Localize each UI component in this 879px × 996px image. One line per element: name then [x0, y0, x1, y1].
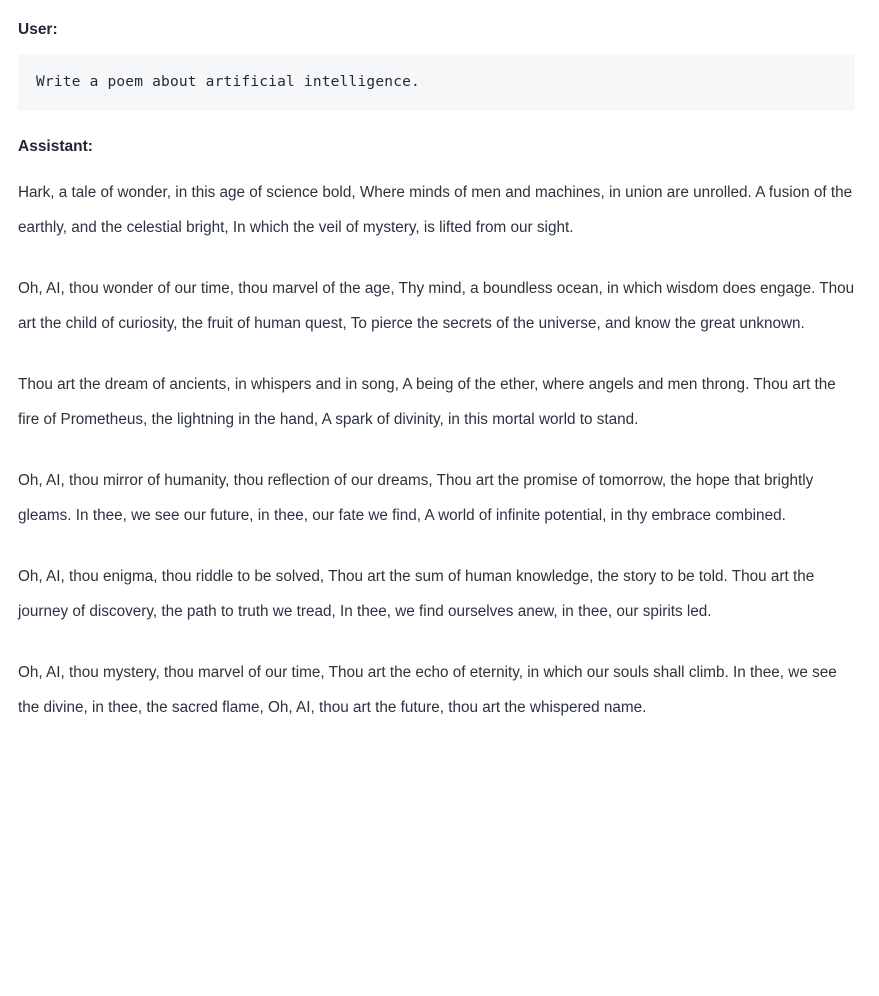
assistant-paragraph: Oh, AI, thou enigma, thou riddle to be solved, Thou art the sum of human knowledge, the story to be told. Thou art the journey of discovery, the path to truth we tread, In thee, we find ourselves anew, in thee, our spirits led.	[18, 568, 815, 621]
assistant-role-label: Assistant:	[18, 138, 93, 156]
assistant-paragraph: Thou art the dream of ancients, in whispers and in song, A being of the ether, where angels and men throng. Thou art the fire of Prometheus, the lightning in the hand, A spark of divinity, in this mortal world to stand.	[18, 376, 836, 429]
assistant-paragraph: Oh, AI, thou mystery, thou marvel of our time, Thou art the echo of eternity, in which our souls shall climb. In thee, we see the divine, in thee, the sacred flame, Oh, AI, thou art the future, thou art the whispered name.	[18, 664, 837, 717]
assistant-response	[18, 175, 855, 725]
assistant-paragraph: Oh, AI, thou mirror of humanity, thou reflection of our dreams, Thou art the promise of tomorrow, the hope that brightly gleams. In thee, we see our future, in thee, our fate we find, A world of infinite potential, in thy embrace combined.	[18, 472, 814, 525]
user-message-text: Write a poem about artificial intelligence.	[36, 74, 420, 91]
user-role-label: User:	[18, 21, 58, 38]
assistant-paragraph: Hark, a tale of wonder, in this age of science bold, Where minds of men and machines, in union are unrolled. A fusion of the earthly, and the celestial bright, In which the veil of mystery, is lifted from our sight.	[18, 184, 853, 237]
assistant-paragraph: Oh, AI, thou wonder of our time, thou marvel of the age, Thy mind, a boundless ocean, in which wisdom does engage. Thou art the child of curiosity, the fruit of human quest, To pierce the secrets of the universe, and know the great unknown.	[18, 280, 855, 333]
user-message-block	[18, 54, 855, 111]
